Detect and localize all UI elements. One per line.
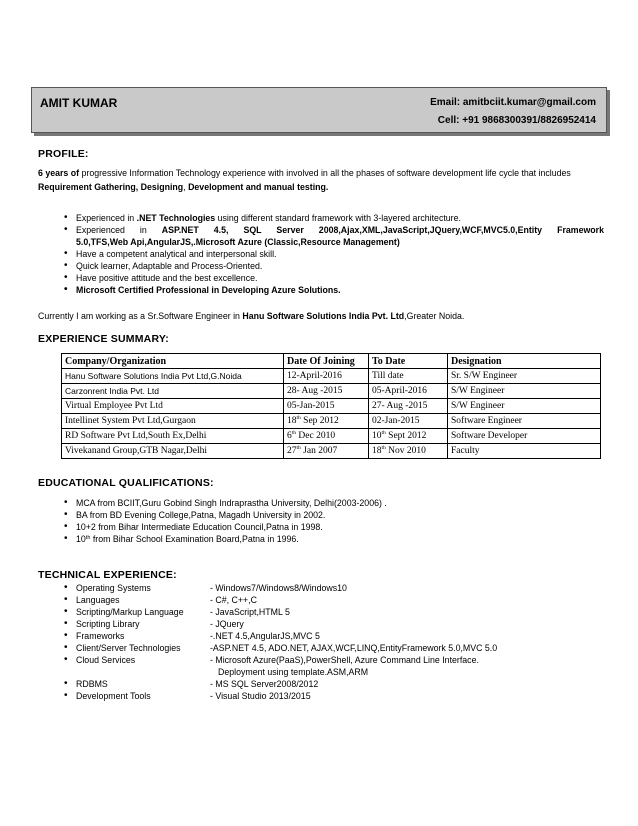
cell-to: [369, 444, 448, 459]
column-header: Designation: [448, 354, 601, 369]
bullet-bold: .NET Technologies: [136, 213, 216, 223]
tech-label: • RDBMS: [76, 678, 108, 690]
table-row: [62, 369, 601, 384]
cell-to: 05-April-2016: [369, 384, 448, 399]
edu-suffix: th: [85, 535, 91, 541]
tech-value: - JavaScript,HTML 5: [210, 607, 290, 617]
tech-label: • Operating Systems: [76, 582, 151, 594]
experience-heading: EXPERIENCE SUMMARY:: [38, 333, 169, 345]
cell-text: Cell: +91 9868300391/8826952414: [437, 115, 596, 126]
date-rest: Jan 2007: [300, 446, 338, 456]
date-rest: Sept 2012: [385, 431, 427, 441]
list-item: • 10+2 from Bihar Intermediate Education Council,Patna in 1998.: [64, 521, 584, 533]
tech-value-line2: Deployment using template.ASM,ARM: [218, 667, 369, 677]
bullet-text: Experienced in: [76, 225, 162, 235]
list-item: [64, 606, 604, 618]
bullet-bold: ASP.NET 4.5, SQL Server 2008,Ajax,XML,JavaScript,JQuery,WCF,MVC5.0,Entity Framework: [161, 225, 604, 235]
current-text: Currently I am working as a Sr.Software Engineer in: [38, 311, 243, 321]
bullet-line: [76, 224, 604, 236]
cell-to: [369, 429, 448, 444]
summary-bold-development: Development and manual testing.: [188, 182, 329, 192]
date-day: 27: [287, 446, 297, 456]
list-item: [64, 533, 584, 545]
list-item: [64, 594, 604, 606]
cell-company: Carzonrent India Pvt. Ltd: [62, 384, 284, 399]
date-day: 10: [372, 431, 382, 441]
tech-value: - C#, C++,C: [210, 595, 257, 605]
tech-value: [210, 654, 590, 678]
table-row: [62, 414, 601, 429]
cell-join: 12-April-2016: [284, 369, 369, 384]
technical-heading: TECHNICAL EXPERIENCE:: [38, 569, 177, 581]
cell-join: [284, 429, 369, 444]
summary-separator: ,: [183, 182, 189, 192]
list-item: [64, 678, 604, 690]
date-day: 18: [287, 416, 297, 426]
cell-company: Intellinet System Pvt Ltd,Gurgaon: [62, 414, 284, 429]
table-row: [62, 399, 601, 414]
list-item: • BA from BD Evening College,Patna, Magadh University in 2002.: [64, 509, 584, 521]
cell-to: Till date: [369, 369, 448, 384]
tech-label: • Cloud Services: [76, 654, 135, 666]
profile-heading: PROFILE:: [38, 148, 89, 160]
tech-label: • Client/Server Technologies: [76, 642, 180, 654]
date-rest: Sep 2012: [300, 416, 339, 426]
bullet-bold-line2: 5.0,TFS,Web Api,AngularJS,.Microsoft Azure (Classic,Resource Management): [76, 237, 400, 247]
cell-company: Hanu Software Solutions India Pvt Ltd,G.Noida: [62, 369, 284, 384]
list-item: • Have a competent analytical and interpersonal skill.: [64, 248, 604, 260]
bullet-text: Experienced in: [76, 213, 137, 223]
date-suffix: th: [291, 430, 297, 436]
summary-bold-years: 6 years of: [38, 168, 80, 178]
list-item: [64, 642, 604, 654]
current-location: ,Greater Noida.: [404, 311, 465, 321]
tech-label: • Frameworks: [76, 630, 124, 642]
candidate-name: AMIT KUMAR: [40, 96, 118, 110]
column-header: Date Of Joining: [284, 354, 369, 369]
tech-value: - Visual Studio 2013/2015: [210, 691, 311, 701]
list-item: [64, 224, 604, 248]
cell-company: Virtual Employee Pvt Ltd: [62, 399, 284, 414]
cell-to: 02-Jan-2015: [369, 414, 448, 429]
tech-label: • Scripting Library: [76, 618, 140, 630]
experience-table: [61, 353, 601, 459]
summary-bold-requirements: Requirement Gathering, Designing: [38, 182, 184, 192]
date-day: 6: [287, 431, 292, 441]
date-suffix: th: [296, 445, 301, 451]
cell-to: 27- Aug -2015: [369, 399, 448, 414]
cell-designation: S/W Engineer: [448, 399, 601, 414]
cell-designation: Software Engineer: [448, 414, 601, 429]
cell-designation: Sr. S/W Engineer: [448, 369, 601, 384]
list-item: [64, 630, 604, 642]
education-list: [64, 497, 584, 545]
date-rest: Dec 2010: [296, 431, 336, 441]
profile-bullets: [64, 212, 604, 296]
bullet-text: using different standard framework with 3-layered architecture.: [215, 213, 461, 223]
current-company: Hanu Software Solutions India Pvt. Ltd: [242, 311, 405, 321]
tech-value: - MS SQL Server2008/2012: [210, 679, 319, 689]
header-box: [31, 87, 607, 133]
cell-company: Vivekanand Group,GTB Nagar,Delhi: [62, 444, 284, 459]
list-item: • MCA from BCIIT,Guru Gobind Singh Indraprastha University, Delhi(2003-2006) .: [64, 497, 584, 509]
table-row: [62, 444, 601, 459]
date-suffix: th: [296, 415, 301, 421]
cell-designation: Software Developer: [448, 429, 601, 444]
cell-designation: S/W Engineer: [448, 384, 601, 399]
date-rest: Nov 2010: [385, 446, 426, 456]
list-item: [64, 618, 604, 630]
date-suffix: th: [381, 445, 386, 451]
tech-label: • Languages: [76, 594, 120, 606]
list-item: • Have positive attitude and the best excellence.: [64, 272, 604, 284]
column-header: To Date: [369, 354, 448, 369]
tech-value-line1: - Microsoft Azure(PaaS),PowerShell, Azure Command Line Interface.: [210, 655, 479, 665]
date-day: 18: [372, 446, 382, 456]
summary-text: progressive Information Technology experience with involved in all the phases of software development life cycle that includes: [79, 168, 571, 178]
tech-label: • Development Tools: [76, 690, 151, 702]
cell-join: [284, 414, 369, 429]
table-header-row: [62, 354, 601, 369]
education-heading: EDUCATIONAL QUALIFICATIONS:: [38, 477, 214, 489]
tech-value: - JQuery: [210, 619, 244, 629]
current-position: [38, 309, 600, 323]
cell-company: RD Software Pvt Ltd,South Ex,Delhi: [62, 429, 284, 444]
list-item: • Quick learner, Adaptable and Process-Oriented.: [64, 260, 604, 272]
list-item: • Microsoft Certified Professional in Developing Azure Solutions.: [64, 284, 604, 296]
column-header: Company/Organization: [62, 354, 284, 369]
list-item: [64, 212, 604, 224]
profile-summary: [38, 166, 600, 194]
email-text: Email: amitbciit.kumar@gmail.com: [430, 97, 596, 108]
tech-value: - Windows7/Windows8/Windows10: [210, 583, 347, 593]
date-suffix: th: [381, 430, 386, 436]
edu-grade: 10: [76, 534, 86, 544]
cell-designation: Faculty: [448, 444, 601, 459]
tech-value: -ASP.NET 4.5, ADO.NET, AJAX,WCF,LINQ,EntityFramework 5.0,MVC 5.0: [210, 643, 498, 653]
edu-text: from Bihar School Examination Board,Patna in 1996.: [90, 534, 299, 544]
list-item: [64, 582, 604, 594]
tech-label: • Scripting/Markup Language: [76, 606, 184, 618]
technical-list: [64, 582, 604, 702]
cell-join: [284, 444, 369, 459]
cell-join: 28- Aug -2015: [284, 384, 369, 399]
list-item: [64, 654, 604, 678]
tech-value: -.NET 4.5,AngularJS,MVC 5: [210, 631, 320, 641]
list-item: [64, 690, 604, 702]
cell-join: 05-Jan-2015: [284, 399, 369, 414]
table-row: [62, 429, 601, 444]
table-row: [62, 384, 601, 399]
